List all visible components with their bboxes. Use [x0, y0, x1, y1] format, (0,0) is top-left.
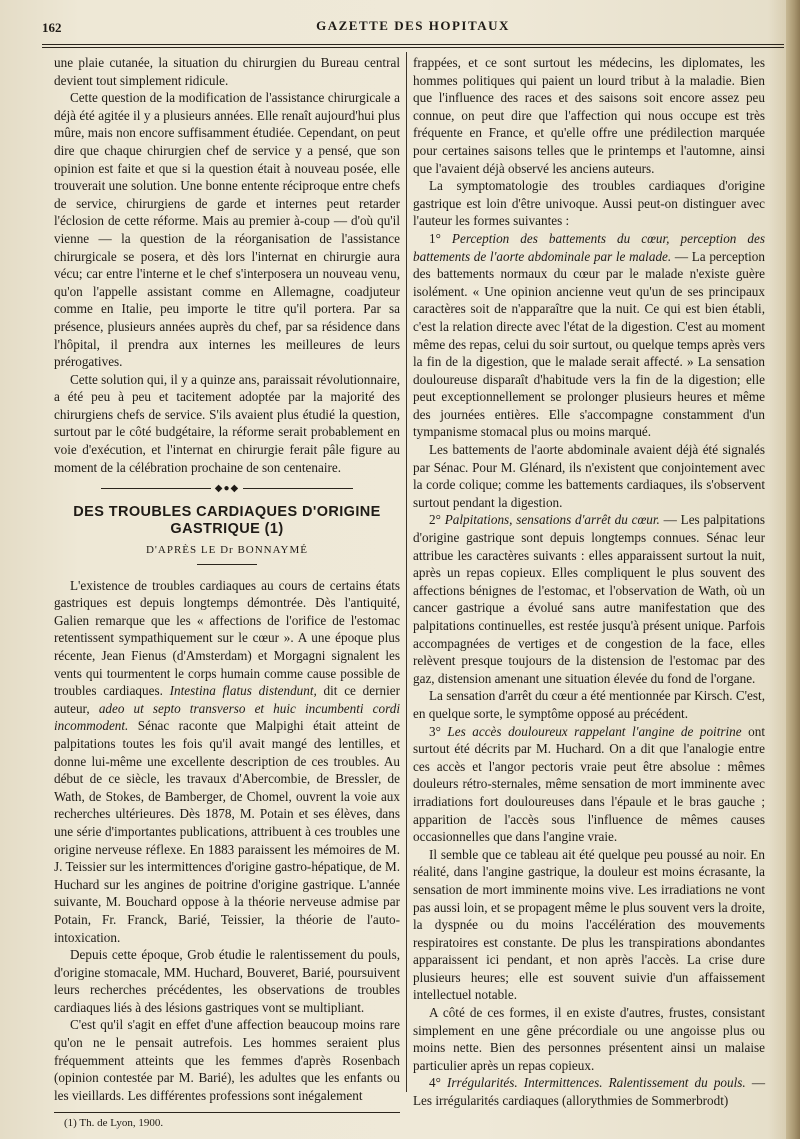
running-title: GAZETTE DES HOPITAUX	[316, 18, 510, 33]
latin-quote: Intestina flatus distendunt,	[169, 683, 317, 699]
form-heading: Perception des battements du cœur, perception des battements de l'aorte abdominale par le malade.	[413, 230, 766, 264]
page-edge	[786, 0, 800, 1139]
column-divider	[406, 52, 407, 1092]
form-heading: Les accès douloureux rappelant l'angine de poitrine	[447, 723, 742, 739]
list-number: 1°	[429, 230, 441, 246]
paragraph	[413, 511, 765, 687]
paragraph: une plaie cutanée, la situation du chirurgien du Bureau central devient tout simplement ridicule.	[54, 55, 400, 88]
left-column	[54, 54, 400, 1130]
paragraph	[54, 577, 400, 946]
paragraph: frappées, et ce sont surtout les médecins, les diplomates, les hommes politiques qui paient un lourd tribut à la maladie. Bien que l'influence des races et des saisons soit encore assez peu connue, on peut dire que l'affection qui nous occupe est très fréquente en France, et qu'elle offre une prédilection marquée pour certaines saisons telles que le printemps et l'automne, ainsi que l'avaient déjà observé les anciens auteurs.	[413, 55, 765, 176]
header-rule-thin	[42, 47, 784, 48]
paragraph: Depuis cette époque, Grob étudie le ralentissement du pouls, d'origine stomacale, MM. Huchard, Bouveret, Barié, poursuivent leurs recherches précédentes, les observations de troubles cardiaques liés à des lésions gastriques vont se multipliant.	[54, 947, 400, 1015]
paragraph: Cette question de la modification de l'assistance chirurgicale a déjà été agitée il y a plusieurs années. Elle renaît aujourd'hui plus mûre, mais non encore suffisamment étudiée. Cependant, on peut dire que chaque chirurgien chef de service y a pensé, que son opinion est faite et que si la question était à nouveau posée, elle trouverait une solution. Une bonne entente réciproque entre chefs de service, chirurgiens de garde et internes peut retarder l'éclosion de cette réforme. Mais au premier à-coup — d'où qu'il vienne — la question de la réorganisation de l'assistance chirurgicale se posera, et dès lors l'internat en chirurgie aura vécu; car entre l'interne et le chef s'interposera un nouveau venu, qu'on l'appelle assistant comme en Allemagne, coadjuteur comme en Italie, peu importe le titre qu'il portera. Par sa présence, plusieurs années auprès du chef, par sa résidence dans l'hôpital, il prendra aux internes les meilleures de leurs prérogatives.	[54, 90, 400, 370]
paragraph: Il semble que ce tableau ait été quelque peu poussé au noir. En réalité, dans l'angine gastrique, la douleur est moins écrasante, la sensation de mort imminente moins vive. Les irradiations ne vont pas aussi loin, et se propagent même le plus souvent vers la droite, la dyspnée ou du moins l'accélération des mouvements respiratoires est constante. De plus les transpirations abondantes apparaissent ici pendant, et non après l'accès. La crise dure plusieurs heures; elle est souvent suivie d'un affaissement intellectuel notable.	[413, 846, 765, 1003]
article-byline: D'APRÈS LE Dr BONNAYMÉ	[145, 544, 308, 557]
article-title: DES TROUBLES CARDIAQUES D'ORIGINE GASTRIQUE (1)	[73, 503, 381, 538]
paragraph: Cette solution qui, il y a quinze ans, paraissait révolutionnaire, a été peu à peu et tacitement adoptée par la majorité des chirurgiens chefs de service. S'ils avaient plus étudié la question, surtout par le côté budgétaire, la réforme serait probablement en voie d'exécution, et l'internat en chirurgie ferait pâle figure au moment de la célébration prochaine de son centenaire.	[54, 371, 400, 475]
page-number: 162	[42, 20, 62, 35]
paragraph	[413, 1074, 765, 1109]
list-number: 2°	[429, 512, 441, 528]
right-column	[413, 54, 765, 1110]
footnote: (1) Th. de Lyon, 1900.	[64, 1117, 164, 1130]
section-separator: ◆●◆	[54, 480, 400, 498]
text-run: dit ce dernier auteur,	[54, 683, 400, 716]
paragraph: A côté de ces formes, il en existe d'autres, frustes, consistant simplement en une gêne précordiale ou une angoisse plus ou moins nette. Bien des personnes présentent ainsi un malaise particulier après un repas copieux.	[413, 1005, 765, 1073]
text-run: L'existence de troubles cardiaques au cours de certains états gastriques est depuis longtemps démontrée. Dès l'antiquité, Galien remarque que les « affections de l'orifice de l'estomac retentissent sympathiquement sur le cœur ». A une époque plus récente, Jean Fienus (d'Amsterdam) et Morgagni signalent les vents qui tourmentent le corps humain comme cause possible de troubles cardiaques.	[54, 577, 400, 699]
paragraph	[413, 230, 765, 441]
paragraph	[413, 723, 765, 846]
paragraph: C'est qu'il s'agit en effet d'une affection beaucoup moins rare qu'on ne le pensait autrefois. Les hommes seraient plus fréquemment atteints que les femmes d'après Rosenbach (opinion contestée par M. Barié), les adultes que les enfants ou les vieillards. Les différentes professions sont inégalement	[54, 1017, 400, 1103]
paragraph: La symptomatologie des troubles cardiaques d'origine gastrique est loin d'être univoque. Aussi peut-on distinguer avec l'auteur les formes suivantes :	[413, 178, 765, 229]
list-number: 3°	[429, 723, 441, 739]
form-heading: Irrégularités. Intermittences. Ralentissement du pouls.	[446, 1075, 746, 1091]
footnote-rule	[54, 1112, 400, 1113]
page-header	[42, 14, 784, 40]
paragraph: La sensation d'arrêt du cœur a été mentionnée par Kirsch. C'est, en quelque sorte, le symptôme opposé au précédent.	[413, 688, 765, 721]
latin-quote: adeo ut septo transverso et huic incumbenti cordi incommodent.	[54, 700, 401, 734]
text-run: — La perception des battements normaux du cœur par le malade n'existe guère isolément. « Une opinion ancienne veut qu'un de ses principaux caractères soit de n'apparaître que la nuit. Ce qui est bien établi, c'est la relation directe avec l'état de la digestion. C'est au moment même des repas, celui du soir surtout, ou quelque temps après vers la fin de la digestion, que le malade serait affecté. » La sensation douloureuse disparaît d'habitude vers la fin de la digestion; elle peut exceptionnellement se prolonger plusieurs heures et même des journées entières. Elle s'accompagne constamment d'un tympanisme stomacal plus ou moins marqué.	[413, 248, 765, 440]
list-number: 4°	[429, 1075, 441, 1091]
paragraph: Les battements de l'aorte abdominale avaient déjà été signalés par Sénac. Pour M. Glénard, ils n'existent que conjointement avec la corde colique; comme les battements cardiaques, ils s'observent surtout pendant la digestion.	[413, 442, 765, 510]
text-run: ont surtout été décrits par M. Huchard. On a dit que l'analogie entre ces accès et l'angor pectoris vraie peut être absolue : mêmes douleurs rétro-sternales, même sensation de mort imminente avec irradiations fort douloureuses dans l'épaule et le bras gauche ; apparition de l'accès sous l'influence de mêmes causes occasionnelles que dans l'angine vraie.	[413, 723, 766, 845]
form-heading: Palpitations, sensations d'arrêt du cœur.	[444, 512, 660, 528]
text-run: — Les irrégularités cardiaques (allorythmies de Sommerbrodt)	[413, 1075, 766, 1109]
header-rule	[42, 44, 784, 45]
text-run: — Les palpitations d'origine gastrique sont depuis longtemps connues. Sénac leur attribue les caractères suivants : elles apparaissent surtout la nuit, après un repas copieux. Elles compliquent le plus souvent des affections bénignes de l'estomac, et l'observation de Wath, où un cancer gastrique a évolué sans autre manifestation que des palpitations continuelles, est restée jusqu'à présent unique. Parfois accompagnées de vertiges et de congestion de la face, elles relèvent presque toujours de la distension de l'estomac par des gaz, distension amenant une situation élevée du fond de l'organe.	[413, 512, 766, 686]
title-rule	[197, 564, 257, 565]
text-run: Sénac raconte que Malpighi était atteint de palpitations toutes les fois qu'il avait mangé des lentilles, et donne lui-même une excellente description de ces troubles. Au début de ce siècle, les travaux d'Abercombie, de Bressler, de Wath, de Stokes, de Bamberger, de Chomel, ouvrent la voie aux recherches ultérieures. Dès 1878, M. Potain et ses élèves, dans une série d'importantes publications, attribuent à ces troubles une origine nerveuse réflexe. En 1883 paraissent les mémoires de M. J. Teissier sur les intermittences d'origine gastro-hépatique, de M. Huchard sur les angines de poitrine d'origine gastrique. L'année suivante, M. Bouchard oppose à la théorie nerveuse admise par Potain, Fr. Franck, Barié, Teissier, la théorie de l'auto-intoxication.	[54, 718, 400, 945]
